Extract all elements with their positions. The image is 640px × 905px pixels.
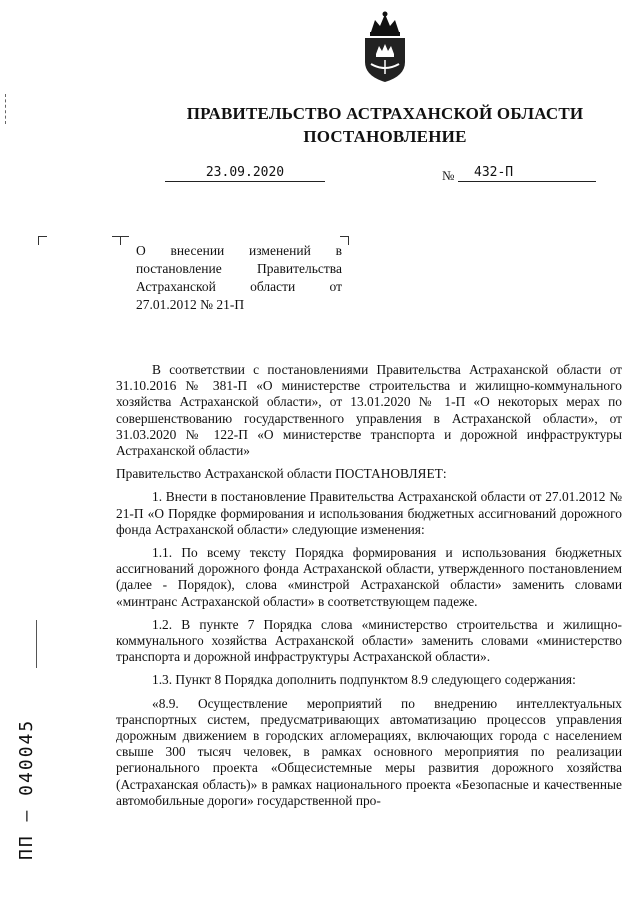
government-title: ПРАВИТЕЛЬСТВО АСТРАХАНСКОЙ ОБЛАСТИ [186, 104, 584, 123]
body-paragraph: В соответствии с постановлениями Правительства Астраханской области от 31.10.2016 № 381-П «О министерстве строительства и жилищно-коммунального хозяйства Астраханской области», от 13.01.2020 № 1-П «О некоторых мерах по совершенствованию государственного управления в Астраханской области», от 31.03.2020 № 122-П «О министерстве транспорта и дорожной инфраструктуры Астраханской области» [116, 362, 622, 459]
body-paragraph: 1.1. По всему тексту Порядка формирования и использования бюджетных ассигнований дорожного фонда Астраханской области, утвержденного постановлением (далее - Порядок), слова «минстрой Астраханской области» заменить словами «минтранс Астраханской области» в соответствующем падеже. [116, 545, 622, 609]
corner-mark [38, 236, 47, 245]
document-date: 23.09.2020 [165, 165, 325, 182]
body-paragraph: 1. Внести в постановление Правительства Астраханской области от 27.01.2012 № 21-П «О Порядке формирования и использования бюджетных ассигнований дорожного фонда Астраханской области» следующие изменения: [116, 489, 622, 537]
document-type: ПОСТАНОВЛЕНИЕ [303, 127, 467, 146]
resolution-statement: Правительство Астраханской области ПОСТАНОВЛЯЕТ: [116, 466, 447, 482]
body-paragraph: «8.9. Осуществление мероприятий по внедрению интеллектуальных транспортных систем, предусматривающих автоматизацию процессов управления дорожным движением в городских агломерациях, включающих города с населением свыше 300 тысяч человек, в рамках основного мероприятия по реализации регионального проекта «Общесистемные меры развития дорожного хозяйства (Астраханская область)» в рамках национального проекта «Безопасные и качественные автомобильные дороги» государственной про- [116, 695, 622, 808]
number-label: № [442, 168, 455, 183]
body-paragraph: 1.3. Пункт 8 Порядка дополнить подпунктом 8.9 следующего содержания: [152, 672, 576, 688]
corner-mark [120, 236, 129, 245]
document-body [116, 362, 622, 816]
body-paragraph: 1.2. В пункте 7 Порядка слова «министерство строительства и жилищно-коммунального хозяйства Астраханской области» заменить словами «министерство транспорта и дорожной инфраструктуры Астраханской области». [116, 616, 622, 665]
document-number: 432-П [458, 165, 596, 182]
serial-number: ПП – 040045 [16, 718, 37, 860]
document-subject: О внесении изменений в постановление Правительства Астраханской области от 27.01.2012 № 21-П [136, 243, 342, 312]
coat-of-arms-icon [357, 10, 413, 84]
margin-mark [5, 94, 7, 124]
margin-mark [36, 620, 37, 668]
